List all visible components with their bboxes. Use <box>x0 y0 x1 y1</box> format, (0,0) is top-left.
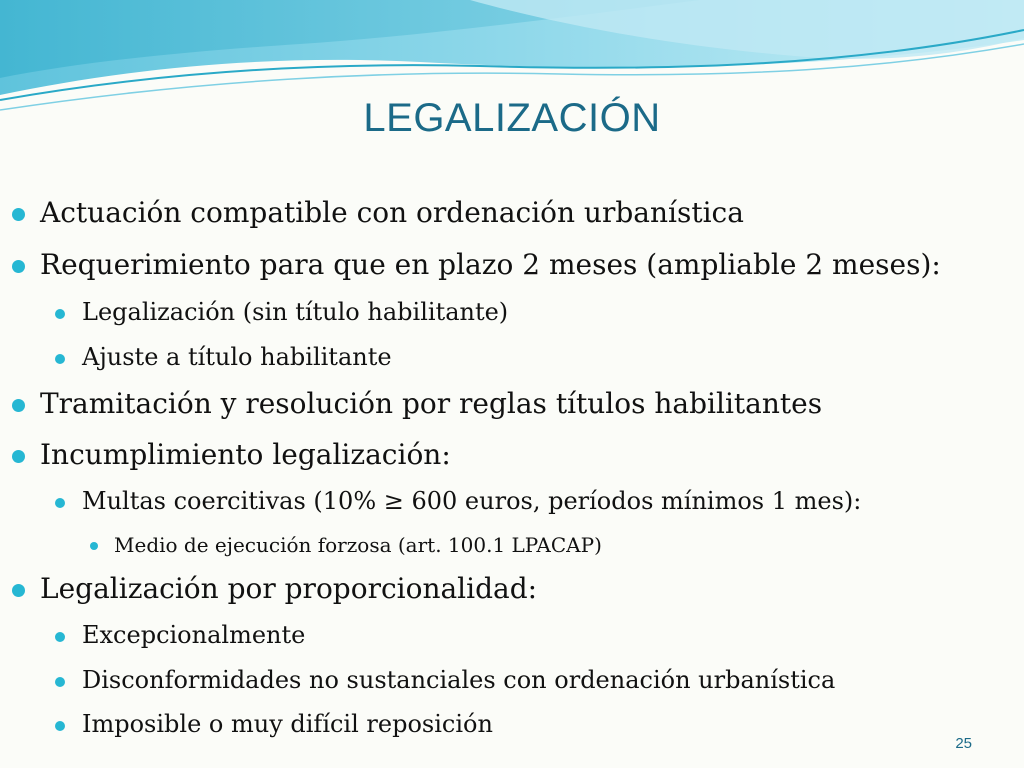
bullet-dot-icon <box>55 498 65 508</box>
bullet-item <box>82 666 835 694</box>
bullet-item <box>114 533 602 557</box>
bullet-text: Legalización (sin título habilitante) <box>82 298 509 326</box>
bullet-item <box>82 710 493 738</box>
bullet-item <box>40 248 941 281</box>
bullet-item <box>82 343 392 371</box>
bullet-text: Medio de ejecución forzosa (art. 100.1 LPACAP) <box>114 533 602 557</box>
slide-title: LEGALIZACIÓN <box>363 96 661 140</box>
bullet-dot-icon <box>55 632 65 642</box>
bullet-text: Incumplimiento legalización: <box>40 438 451 471</box>
bullet-text: Tramitación y resolución por reglas títulos habilitantes <box>40 387 823 420</box>
bullet-item <box>82 621 305 649</box>
bullet-text: Imposible o muy difícil reposición <box>82 710 493 738</box>
bullet-dot-icon <box>55 354 65 364</box>
bullet-text: Ajuste a título habilitante <box>82 343 392 371</box>
bullet-text: Excepcionalmente <box>82 621 306 649</box>
bullet-item <box>40 196 744 229</box>
bullet-text: Actuación compatible con ordenación urbanística <box>40 196 744 229</box>
bullet-dot-icon <box>55 721 65 731</box>
bullet-dot-icon <box>90 542 98 550</box>
bullet-item <box>40 438 451 471</box>
bullet-text: Legalización por proporcionalidad: <box>40 572 538 605</box>
bullet-dot-icon <box>12 260 25 273</box>
bullet-dot-icon <box>55 309 65 319</box>
bullet-dot-icon <box>12 399 25 412</box>
page-number: 25 <box>955 735 972 752</box>
bullet-text: Disconformidades no sustanciales con ordenación urbanística <box>82 666 836 694</box>
bullet-item <box>82 487 861 515</box>
bullet-item <box>40 387 822 420</box>
bullet-text: Multas coercitivas (10% ≥ 600 euros, períodos mínimos 1 mes): <box>82 487 862 515</box>
bullet-dot-icon <box>55 677 65 687</box>
bullet-item <box>40 572 537 605</box>
bullet-text: Requerimiento para que en plazo 2 meses (ampliable 2 meses): <box>40 248 941 281</box>
bullet-dot-icon <box>12 450 25 463</box>
bullet-item <box>82 298 508 326</box>
bullet-dot-icon <box>12 584 25 597</box>
bullet-dot-icon <box>12 208 25 221</box>
